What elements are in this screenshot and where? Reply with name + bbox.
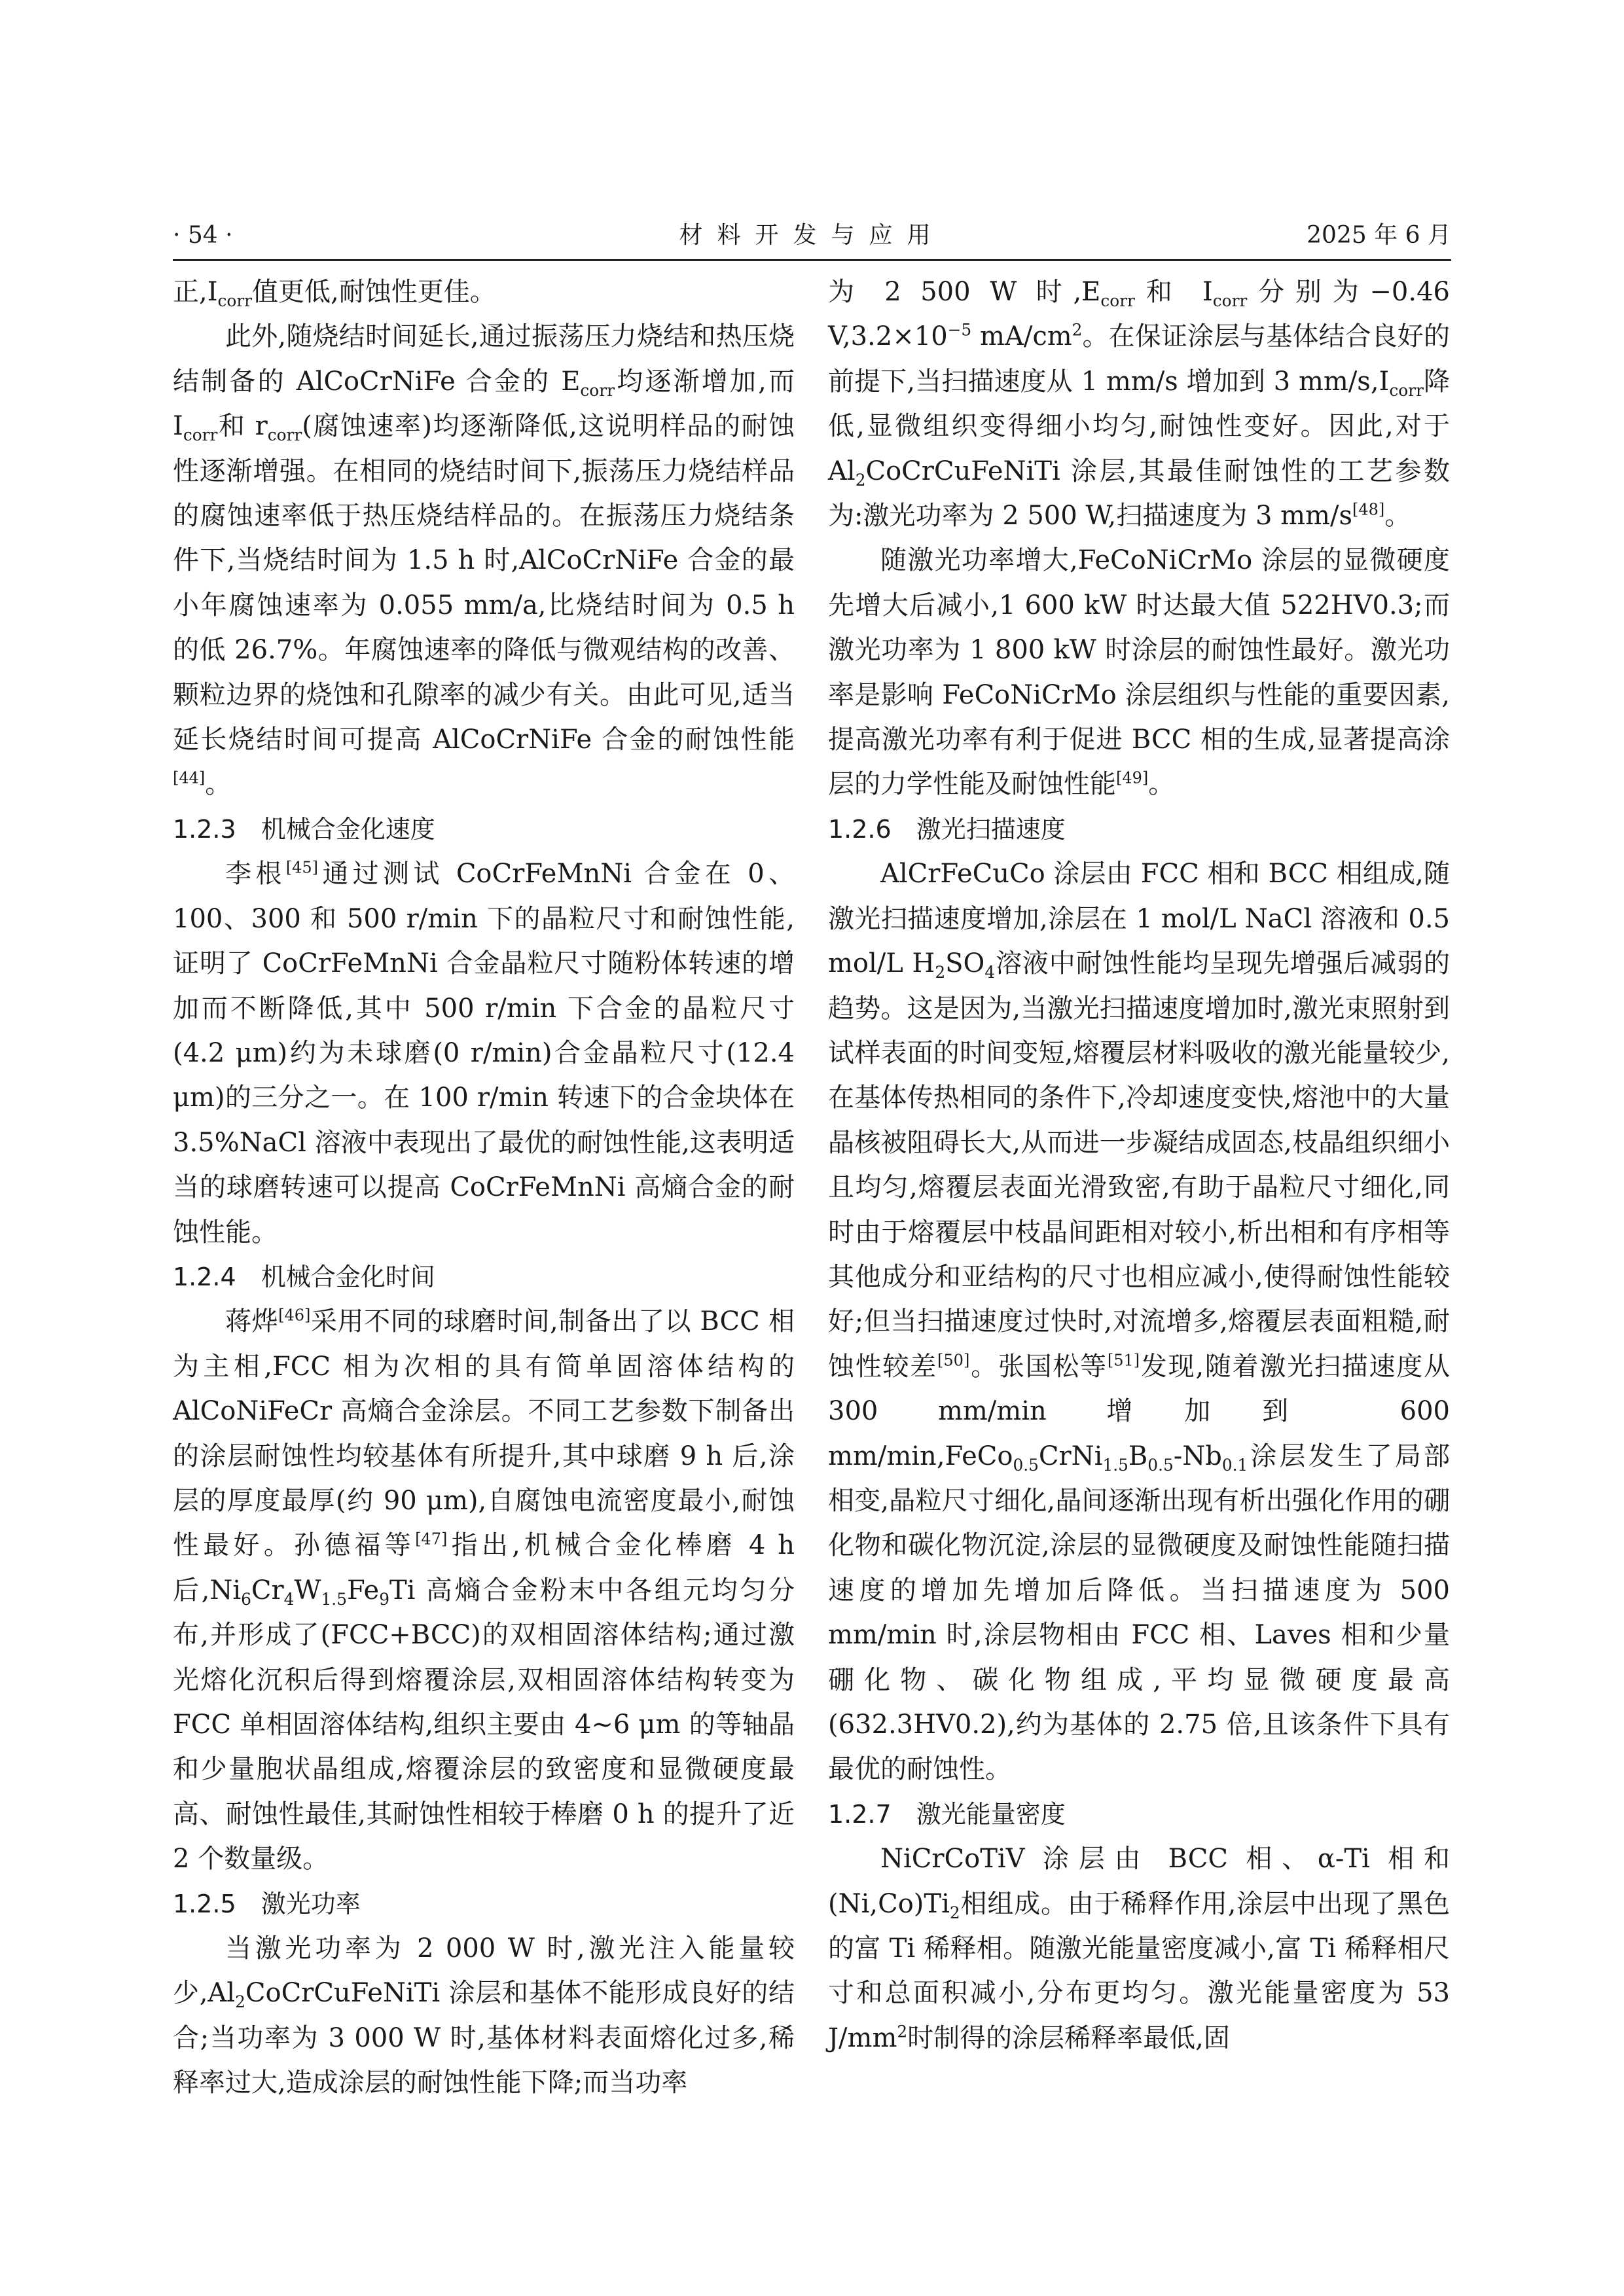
issue-date: 2025 年 6 月 xyxy=(1307,222,1451,249)
paragraph-scan-speed: AlCrFeCuCo 涂层由 FCC 相和 BCC 相组成,随激光扫描速度增加,涂层在 1 mol/L NaCl 溶液和 0.5 mol/L $H_2SO_4$溶液中耐蚀性能均呈现先增强后减弱的趋势。这是因为,当激光扫描速度增加时,激光束照射到试样表面的时间变短,熔覆层材料吸收的激光能量较少,在基体传热相同的条件下,冷却速度变快,熔池中的大量晶核被阻碍长大,从而进一步凝结成固态,枝晶组织细小且均匀,熔覆层表面光滑致密,有助于晶粒尺寸细化,同时由于熔覆层中枝晶间距相对较小,析出相和有序相等其他成分和亚结构的尺寸也相应减小,使得耐蚀性能较好;但当扫描速度过快时,对流增多,熔覆层表面粗糙,耐蚀性较差[50]。张国松等[51]发现,随着激光扫描速度从 300 mm/min 增加到 600 $mm/\min,FeCo_{0.5}CrNi_{1.5}B_{0.5}-Nb_{0.1}$涂层发生了局部相变,晶粒尺寸细化,晶间逐渐出现有析出强化作用的硼化物和碳化物沉淀,涂层的显微硬度及耐蚀性能随扫描速度的增加先增加后降低。当扫描速度为 500 mm/min 时,涂层物相由 FCC 相、Laves 相和少量硼化物、碳化物组成,平均显微硬度最高(632.3HV0.2),约为基体的 2.75 倍,且该条件下具有最优的耐蚀性。 xyxy=(828,859,1451,1785)
paragraph-ma-time: 蒋烨[46]采用不同的球磨时间,制备出了以 BCC 相为主相,FCC 相为次相的具有简单固溶体结构的 AlCoNiFeCr 高熵合金涂层。不同工艺参数下制备出的涂层耐蚀性均较基体有所提升,其中球磨 9 h 后,涂层的厚度最厚(约 90 μm),自腐蚀电流密度最小,耐蚀性最好。孙德福等[47]指出,机械合金化棒磨 4 h 后$,Ni_6Cr_4W_{1.5}Fe_9Ti$ 高熵合金粉末中各组元均匀分布,并形成了(FCC+BCC)的双相固溶体结构;通过激光熔化沉积后得到熔覆涂层,双相固溶体结构转变为 FCC 单相固溶体结构,组织主要由 4~6 μm 的等轴晶和少量胞状晶组成,熔覆涂层的致密度和显微硬度最高、耐蚀性最佳,其耐蚀性相较于棒磨 0 h 的提升了近 2 个数量级。 xyxy=(173,1306,795,1874)
section-heading-1-2-5: 1.2.5 激光功率 xyxy=(173,1889,361,1918)
section-heading-1-2-7: 1.2.7 激光能量密度 xyxy=(828,1799,1066,1829)
paragraph-sintering-time: 此外,随烧结时间延长,通过振荡压力烧结和热压烧结制备的 AlCoCrNiFe 合金的 $E_{corr}$均逐渐增加,而 $I_{corr}$和 $r_{corr}$(腐蚀速率)均逐渐降低,这说明样品的耐蚀性逐渐增强。在相同的烧结时间下,振荡压力烧结样品的腐蚀速率低于热压烧结样品的。在振荡压力烧结条件下,当烧结时间为 1.5 h 时,AlCoCrNiFe 合金的最小年腐蚀速率为 0.055 mm/a,比烧结时间为 0.5 h 的低 26.7%。年腐蚀速率的降低与微观结构的改善、颗粒边界的烧蚀和孔隙率的减少有关。由此可见,适当延长烧结时间可提高 AlCoCrNiFe 合金的耐蚀性能[44]。 xyxy=(173,321,795,800)
citation: [51] xyxy=(1107,1351,1140,1370)
paragraph-ma-speed: 李根[45]通过测试 CoCrFeMnNi 合金在 0、100、300 和 500 r/min 下的晶粒尺寸和耐蚀性能,证明了 CoCrFeMnNi 合金晶粒尺寸随粉体转速的增加而不断降低,其中 500 r/min 下合金的晶粒尺寸(4.2 μm)约为未球磨(0 r/min)合金晶粒尺寸(12.4 μm)的三分之一。在 100 r/min 转速下的合金块体在 3.5%NaCl 溶液中表现出了最优的耐蚀性能,这表明适当的球磨转速可以提高 CoCrFeMnNi 高熵合金的耐蚀性能。 xyxy=(173,858,795,1247)
citation: [47] xyxy=(415,1530,448,1549)
citation: [49] xyxy=(1116,769,1149,788)
citation: [45] xyxy=(285,858,318,877)
citation: [50] xyxy=(937,1351,970,1370)
paragraph-continuation: 正$,I_{corr}$值更低,耐蚀性更佳。 xyxy=(173,277,496,310)
left-column xyxy=(173,270,795,2106)
section-heading-1-2-6: 1.2.6 激光扫描速度 xyxy=(828,814,1066,844)
page-number: · 54 · xyxy=(173,222,233,249)
citation: [48] xyxy=(1352,500,1385,519)
running-header xyxy=(173,216,1451,255)
paragraph-laser-power-cont: 为 2 500 W 时$,E_{corr}$和 $I_{corr}$分别为−0.46 $V,3.2\times 10^{-5}$ $mA/cm^2$。在保证涂层与基体结合良好的前提下,当扫描速度从 1 mm/s 增加到 3 $mm/s,I_{corr}$降低,显微组织变得细小均匀,耐蚀性变好。因此,对于 $Al_2CoCrCuFeNiTi$ 涂层,其最佳耐蚀性的工艺参数为:激光功率为 2 500 W,扫描速度为 3 mm/s[48]。 xyxy=(828,277,1450,531)
section-heading-1-2-4: 1.2.4 机械合金化时间 xyxy=(173,1262,435,1291)
citation: [44] xyxy=(173,769,206,788)
journal-title: 材料开发与应用 xyxy=(679,222,945,249)
header-rule xyxy=(173,259,1451,261)
right-column xyxy=(828,270,1450,2060)
paragraph-fecónicrmo: 随激光功率增大,FeCoNiCrMo 涂层的显微硬度先增大后减小,1 600 kW 时达最大值 522HV0.3;而激光功率为 1 800 kW 时涂层的耐蚀性最好。激光功率是影响 FeCoNiCrMo 涂层组织与性能的重要因素,提高激光功率有利于促进 BCC 相的生成,显著提高涂层的力学性能及耐蚀性能[49]。 xyxy=(828,545,1450,800)
paragraph-laser-power: 当激光功率为 2 000 W 时,激光注入能量较少$,Al_2CoCrCuFeNiTi$ 涂层和基体不能形成良好的结合;当功率为 3 000 W 时,基体材料表面熔化过多,稀释率过大,造成涂层的耐蚀性能下降;而当功率 xyxy=(173,1933,795,2098)
paragraph-energy-density: NiCrCoTiV 涂层由 BCC 相、α-Ti 相和$(Ni,Co)Ti_2$相组成。由于稀释作用,涂层中出现了黑色的富 Ti 稀释相。随激光能量密度减小,富 Ti 稀释相尺寸和总面积减小,分布更均匀。激光能量密度为 53 $J/mm^2$时制得的涂层稀释率最低,固 xyxy=(828,1844,1450,2053)
section-heading-1-2-3: 1.2.3 机械合金化速度 xyxy=(173,814,435,844)
citation: [46] xyxy=(278,1306,311,1325)
